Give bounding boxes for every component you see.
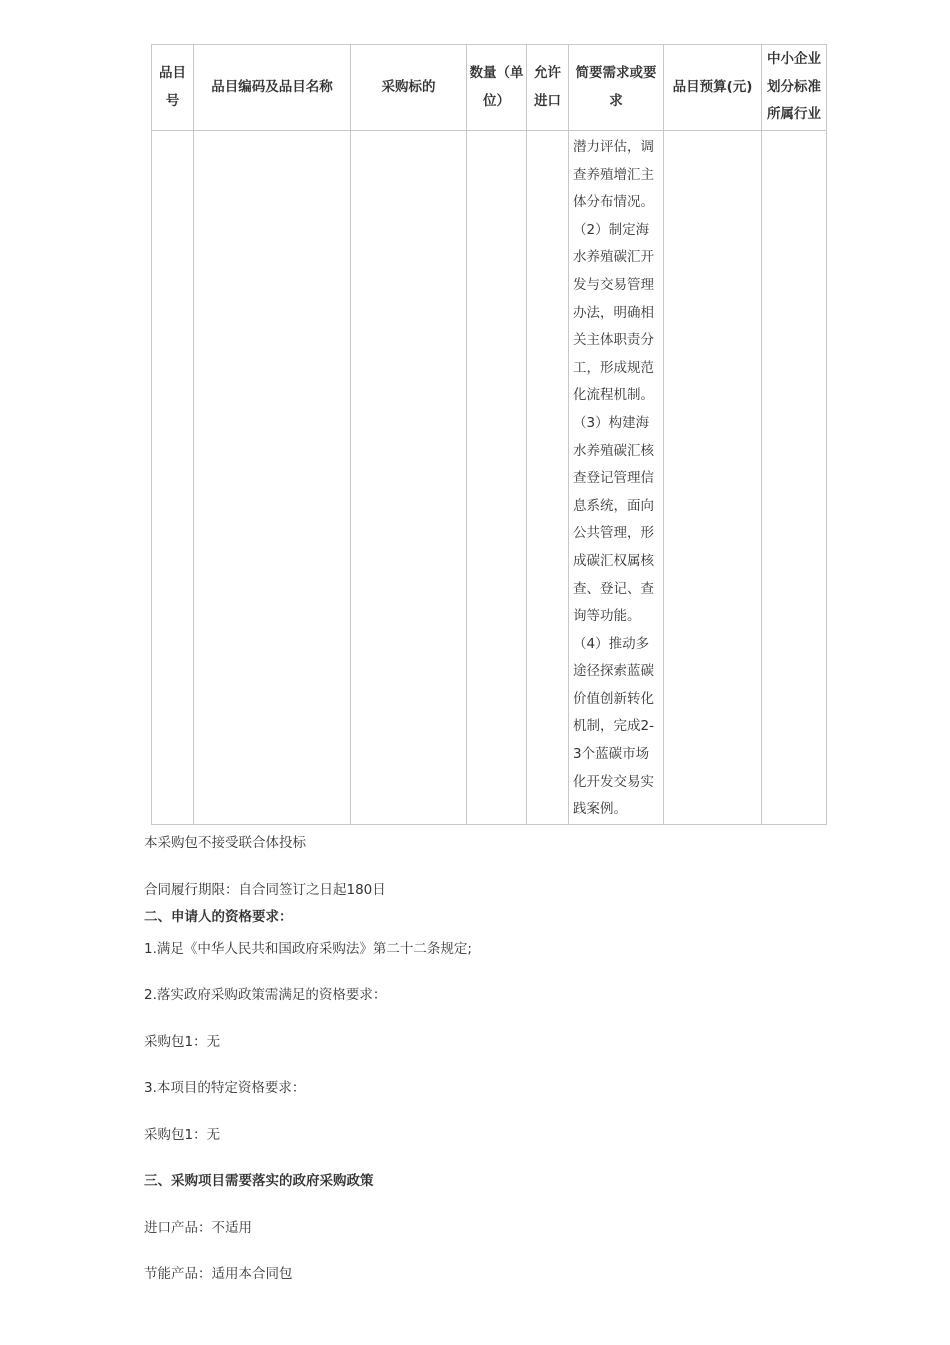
requirement-2: 2.落实政府采购政策需满足的资格要求： bbox=[144, 987, 387, 1003]
requirement-paragraph: （3）构建海水养殖碳汇核查登记管理信息系统，面向公共管理，形成碳汇权属核查、登记、查询等功能。 bbox=[573, 414, 654, 625]
header-target: 采购标的 bbox=[351, 45, 467, 131]
no-consortium-note: 本采购包不接受联合体投标 bbox=[144, 835, 306, 851]
cell-budget bbox=[664, 131, 762, 825]
section-heading-policies: 三、采购项目需要落实的政府采购政策 bbox=[144, 1173, 374, 1189]
header-budget: 品目预算(元) bbox=[664, 45, 762, 131]
requirement-1: 1.满足《中华人民共和国政府采购法》第二十二条规定; bbox=[144, 941, 472, 957]
section-heading-qualifications: 二、申请人的资格要求： bbox=[144, 909, 293, 925]
cell-import bbox=[527, 131, 569, 825]
requirement-3-package: 采购包1：无 bbox=[144, 1127, 221, 1143]
header-item-no: 品目号 bbox=[152, 45, 194, 131]
procurement-table bbox=[151, 44, 827, 825]
requirement-paragraph: （2）制定海水养殖碳汇开发与交易管理办法，明确相关主体职责分工，形成规范化流程机制。 bbox=[573, 221, 654, 404]
cell-item-code-name bbox=[194, 131, 351, 825]
requirement-3: 3.本项目的特定资格要求： bbox=[144, 1080, 306, 1096]
contract-period: 合同履行期限：自合同签订之日起180日 bbox=[144, 882, 386, 898]
requirement-paragraph: 潜力评估，调查养殖增汇主体分布情况。 bbox=[573, 139, 654, 211]
energy-saving-policy: 节能产品：适用本合同包 bbox=[144, 1266, 293, 1282]
table-header-row bbox=[152, 45, 827, 131]
cell-requirements bbox=[569, 131, 664, 825]
cell-item-no bbox=[152, 131, 194, 825]
header-sme-industry: 中小企业划分标准所属行业 bbox=[762, 45, 827, 131]
requirement-2-package: 采购包1：无 bbox=[144, 1034, 221, 1050]
table-row bbox=[152, 131, 827, 825]
requirements-text bbox=[569, 131, 663, 824]
header-requirements: 简要需求或要求 bbox=[569, 45, 664, 131]
header-import: 允许进口 bbox=[527, 45, 569, 131]
cell-target bbox=[351, 131, 467, 825]
cell-quantity bbox=[467, 131, 527, 825]
cell-sme-industry bbox=[762, 131, 827, 825]
import-products-policy: 进口产品：不适用 bbox=[144, 1220, 252, 1236]
header-quantity: 数量（单位） bbox=[467, 45, 527, 131]
requirement-paragraph: （4）推动多途径探索蓝碳价值创新转化机制，完成2-3个蓝碳市场化开发交易实践案例。 bbox=[573, 635, 654, 818]
header-item-code-name: 品目编码及品目名称 bbox=[194, 45, 351, 131]
